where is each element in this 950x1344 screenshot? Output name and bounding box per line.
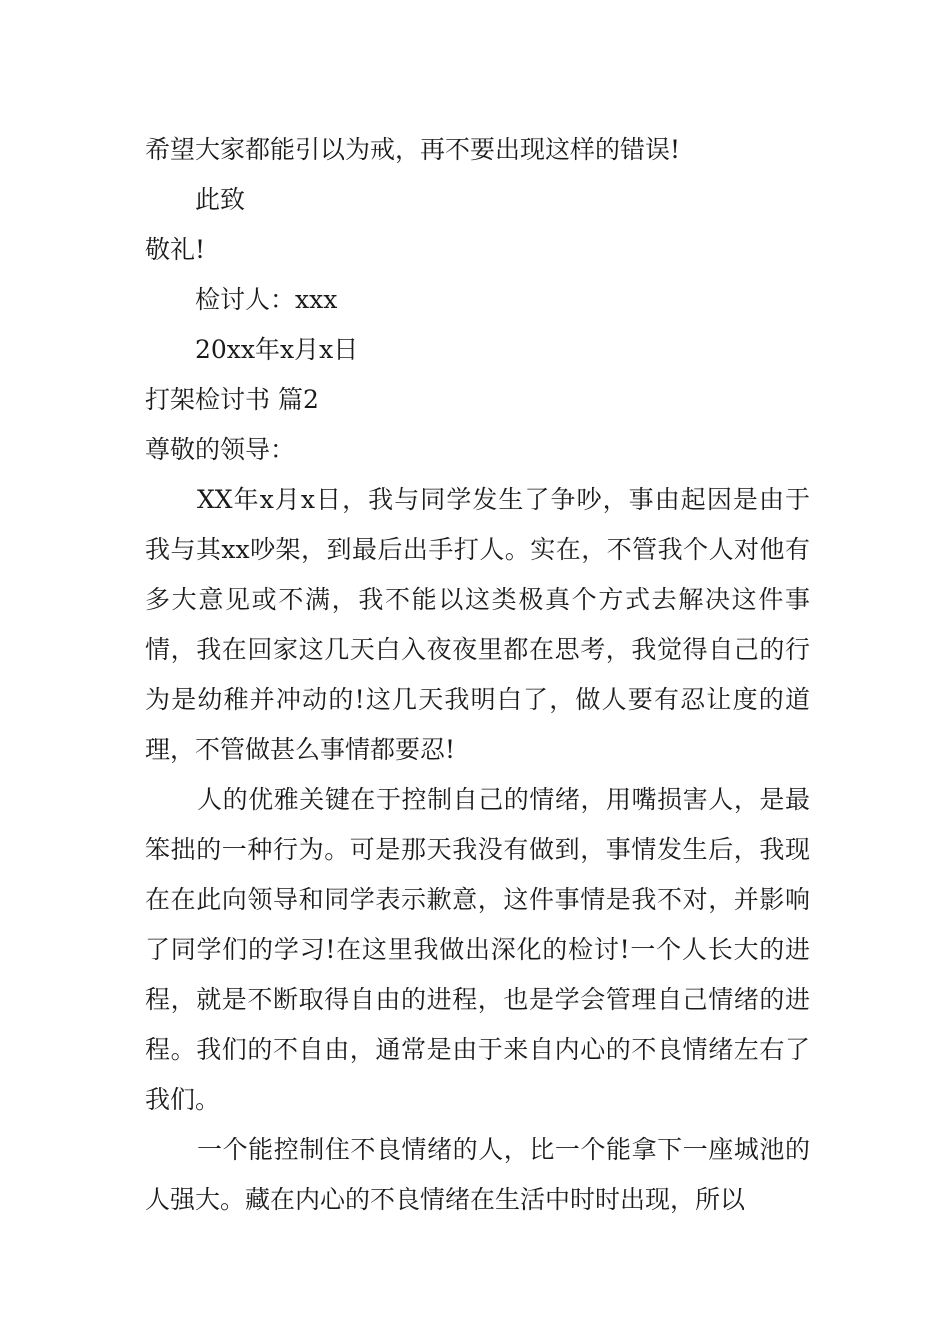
paragraph-1: XX年x月x日，我与同学发生了争吵，事由起因是由于我与其xx吵架，到最后出手打人。实在，不管我个人对他有多大意见或不满，我不能以这类极真个方式去解决这件事情，我在回家这几天白入夜夜里都在思考，我觉得自己的行为是幼稚并冲动的!这几天我明白了，做人要有忍让度的道理，不管做甚么事情都要忍! [145, 485, 810, 764]
signature-line: 检讨人：xxx [195, 285, 338, 314]
greeting-line: 尊敬的领导： [145, 435, 296, 464]
paragraph-3: 一个能控制住不良情绪的人，比一个能拿下一座城池的人强大。藏在内心的不良情绪在生活中时时出现，所以 [145, 1135, 810, 1214]
salutation-cizhi: 此致 [195, 185, 246, 214]
date-line: 20xx年x月x日 [195, 335, 359, 364]
salutation-jingli: 敬礼! [145, 235, 206, 264]
paragraph-2: 人的优雅关键在于控制自己的情绪，用嘴损害人，是最笨拙的一种行为。可是那天我没有做到，事情发生后，我现在在此向领导和同学表示歉意，这件事情是我不对，并影响了同学们的学习!在这里我做出深化的检讨!一个人长大的进程，就是不断取得自由的进程，也是学会管理自己情绪的进程。我们的不自由，通常是由于来自内心的不良情绪左右了我们。 [145, 785, 810, 1114]
closing-sentence: 希望大家都能引以为戒，再不要出现这样的错误! [145, 135, 681, 164]
section-title: 打架检讨书 篇2 [145, 385, 319, 414]
